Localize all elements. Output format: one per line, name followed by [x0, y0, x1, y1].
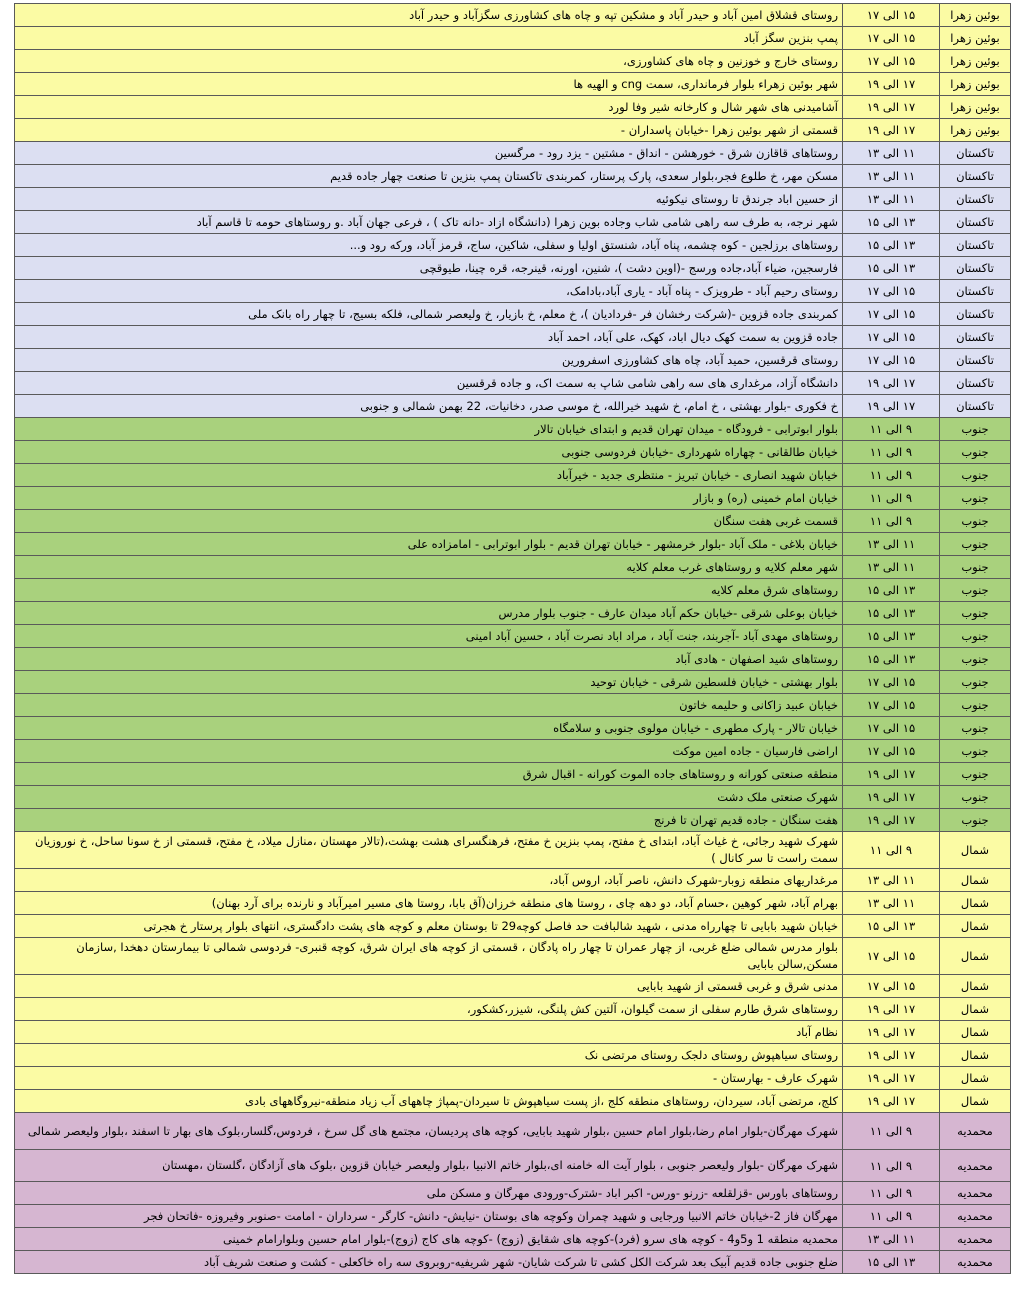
- time-cell: ۱۵ الی ۱۷: [843, 280, 940, 303]
- table-row: [15, 975, 1011, 998]
- region-cell: جنوب: [940, 694, 1011, 717]
- time-cell: ۱۵ الی ۱۷: [843, 4, 940, 27]
- table-row: [15, 349, 1011, 372]
- area-cell: روستاهای مهدی آباد -آجربند، جنت آباد ، مراد اباد نصرت آباد ، حسین آباد امینی: [15, 625, 843, 648]
- table-row: [15, 1228, 1011, 1251]
- time-cell: ۱۷ الی ۱۹: [843, 786, 940, 809]
- region-cell: جنوب: [940, 625, 1011, 648]
- table-row: [15, 938, 1011, 975]
- table-row: [15, 50, 1011, 73]
- time-cell: ۹ الی ۱۱: [843, 1205, 940, 1228]
- time-cell: ۱۵ الی ۱۷: [843, 975, 940, 998]
- table-row: [15, 556, 1011, 579]
- table-row: [15, 809, 1011, 832]
- region-cell: محمدیه: [940, 1113, 1011, 1150]
- region-cell: بوئین زهرا: [940, 96, 1011, 119]
- area-cell: منطقه صنعتی کورانه و روستاهای جاده الموت کورانه - اقبال شرق: [15, 763, 843, 786]
- region-cell: شمال: [940, 832, 1011, 869]
- region-cell: بوئین زهرا: [940, 27, 1011, 50]
- area-cell: شهر نرجه، به طرف سه راهی شامی شاب وجاده بوین زهرا (دانشگاه ازاد -دانه تاک ) ، فرعی جهان آباد .و روستاهای حومه تا قاسم آباد: [15, 211, 843, 234]
- time-cell: ۱۵ الی ۱۷: [843, 694, 940, 717]
- region-cell: جنوب: [940, 648, 1011, 671]
- table-row: [15, 188, 1011, 211]
- region-cell: جنوب: [940, 671, 1011, 694]
- table-row: [15, 648, 1011, 671]
- table-row: [15, 892, 1011, 915]
- time-cell: ۹ الی ۱۱: [843, 510, 940, 533]
- region-cell: تاکستان: [940, 349, 1011, 372]
- time-cell: ۱۳ الی ۱۵: [843, 648, 940, 671]
- table-row: [15, 280, 1011, 303]
- area-cell: فارسجین، ضیاء آباد،جاده ورسج -(اوین دشت )، شنین، اورنه، قینرجه، قره چینا، طیوقچی: [15, 257, 843, 280]
- area-cell: ضلع جنوبی جاده قدیم آبیک بعد شرکت الکل کشی تا شرکت شایان- شهر شریفیه-روبروی سه راه خاکعلی - کشت و صنعت شریف آباد: [15, 1251, 843, 1274]
- outage-schedule-table: [14, 3, 1011, 1274]
- time-cell: ۱۷ الی ۱۹: [843, 1044, 940, 1067]
- region-cell: جنوب: [940, 533, 1011, 556]
- area-cell: مرغداریهای منطقه زوبار-شهرک دانش، ناصر آباد، اروس آباد،: [15, 869, 843, 892]
- area-cell: خ فکوری -بلوار بهشتی ، خ امام، خ شهید خیرالله، خ موسی صدر، دخانیات، 22 بهمن شمالی و جنوبی: [15, 395, 843, 418]
- region-cell: محمدیه: [940, 1251, 1011, 1274]
- area-cell: جاده قزوین به سمت کهک دیال اباد، کهک، علی آباد، احمد آباد: [15, 326, 843, 349]
- area-cell: مسکن مهر، خ طلوع فجر،بلوار سعدی، پارک پرستار، کمربندی تاکستان پمپ بنزین تا صنعت چهار جاده قدیم: [15, 165, 843, 188]
- time-cell: ۱۷ الی ۱۹: [843, 96, 940, 119]
- area-cell: شهرک صنعتی ملک دشت: [15, 786, 843, 809]
- time-cell: ۱۱ الی ۱۳: [843, 142, 940, 165]
- time-cell: ۹ الی ۱۱: [843, 487, 940, 510]
- table-row: [15, 671, 1011, 694]
- table-row: [15, 372, 1011, 395]
- area-cell: شهرک شهید رجائی، خ غیاث آباد، ابتدای خ مفتح، پمپ بنزین خ مفتح، فرهنگسرای هشت بهشت،(تالار مهستان ،منازل میلاد، خ مفتح، قسمتی از خ سونا ساحل، خ نوروزیان سمت راست تا سر کانال ): [15, 832, 843, 869]
- region-cell: تاکستان: [940, 142, 1011, 165]
- time-cell: ۹ الی ۱۱: [843, 1150, 940, 1182]
- time-cell: ۱۳ الی ۱۵: [843, 1251, 940, 1274]
- time-cell: ۱۵ الی ۱۷: [843, 717, 940, 740]
- table-row: [15, 602, 1011, 625]
- region-cell: جنوب: [940, 602, 1011, 625]
- area-cell: بلوار مدرس شمالی ضلع غربی، از چهار عمران تا چهار راه پادگان ، قسمتی از کوچه های ایران شرق، کوچه قنبری- فردوسی شمالی تا بیمارستان دهخدا ,سازمان مسکن,سالن بابایی: [15, 938, 843, 975]
- region-cell: تاکستان: [940, 326, 1011, 349]
- region-cell: جنوب: [940, 464, 1011, 487]
- area-cell: روستاهای قاقازن شرق - خورهشن - انداق - مشتین - یزد رود - مرگسین: [15, 142, 843, 165]
- table-row: [15, 395, 1011, 418]
- time-cell: ۹ الی ۱۱: [843, 832, 940, 869]
- area-cell: روستاهای باورس -قزلقلعه -زرنو -ورس- اکبر اباد -شترک-ورودی مهرگان و مسکن ملی: [15, 1182, 843, 1205]
- area-cell: هفت سنگان - جاده قدیم تهران تا فرنج: [15, 809, 843, 832]
- region-cell: جنوب: [940, 763, 1011, 786]
- area-cell: روستاهای برزلجین - کوه چشمه، پناه آباد، شنستق اولیا و سفلی، شاکین، ساج، قرمز آباد، ورکه رود و...: [15, 234, 843, 257]
- region-cell: شمال: [940, 869, 1011, 892]
- time-cell: ۱۷ الی ۱۹: [843, 119, 940, 142]
- time-cell: ۹ الی ۱۱: [843, 1182, 940, 1205]
- table-row: [15, 998, 1011, 1021]
- table-row: [15, 418, 1011, 441]
- table-row: [15, 165, 1011, 188]
- time-cell: ۹ الی ۱۱: [843, 418, 940, 441]
- region-cell: شمال: [940, 892, 1011, 915]
- region-cell: جنوب: [940, 510, 1011, 533]
- table-row: [15, 326, 1011, 349]
- time-cell: ۱۱ الی ۱۳: [843, 188, 940, 211]
- area-cell: از حسین اباد جرندق تا روستای نیکوئیه: [15, 188, 843, 211]
- area-cell: قسمت غربی هفت سنگان: [15, 510, 843, 533]
- region-cell: جنوب: [940, 556, 1011, 579]
- table-row: [15, 464, 1011, 487]
- region-cell: جنوب: [940, 441, 1011, 464]
- time-cell: ۱۵ الی ۱۷: [843, 50, 940, 73]
- area-cell: شهر معلم کلایه و روستاهای غرب معلم کلایه: [15, 556, 843, 579]
- area-cell: روستای قرقسین، حمید آباد، چاه های کشاورزی اسفرورین: [15, 349, 843, 372]
- table-row: [15, 1182, 1011, 1205]
- time-cell: ۱۱ الی ۱۳: [843, 1228, 940, 1251]
- area-cell: خیابان عبید زاکانی و حلیمه خاتون: [15, 694, 843, 717]
- time-cell: ۱۷ الی ۱۹: [843, 1067, 940, 1090]
- region-cell: شمال: [940, 975, 1011, 998]
- area-cell: خیابان تالار - پارک مطهری - خیابان مولوی جنوبی و سلامگاه: [15, 717, 843, 740]
- area-cell: روستاهای شرق طارم سفلی از سمت گیلوان، آلتین کش پلنگی، شیزر،کشکور،: [15, 998, 843, 1021]
- area-cell: خیابان شهید انصاری - خیابان تبریز - منتظری جدید - خیرآباد: [15, 464, 843, 487]
- region-cell: شمال: [940, 1090, 1011, 1113]
- region-cell: جنوب: [940, 786, 1011, 809]
- area-cell: قسمتی از شهر بوئین زهرا -خیابان پاسداران -: [15, 119, 843, 142]
- region-cell: تاکستان: [940, 303, 1011, 326]
- time-cell: ۹ الی ۱۱: [843, 1113, 940, 1150]
- time-cell: ۱۵ الی ۱۷: [843, 740, 940, 763]
- table-row: [15, 1150, 1011, 1182]
- area-cell: شهر بوئین زهراء بلوار فرمانداری، سمت cng و الهیه ها: [15, 73, 843, 96]
- area-cell: نظام آباد: [15, 1021, 843, 1044]
- time-cell: ۱۵ الی ۱۷: [843, 349, 940, 372]
- table-row: [15, 119, 1011, 142]
- table-row: [15, 533, 1011, 556]
- time-cell: ۱۳ الی ۱۵: [843, 625, 940, 648]
- table-row: [15, 1067, 1011, 1090]
- area-cell: شهرک مهرگان -بلوار ولیعصر جنوبی ، بلوار آیت اله خامنه ای،بلوار خاتم الانبیا ،بلوار ولیعصر خیابان قزوین ،بلوک های آزادگان ،گلستان ،مهستان: [15, 1150, 843, 1182]
- table-row: [15, 73, 1011, 96]
- region-cell: شمال: [940, 938, 1011, 975]
- area-cell: خیابان بلاغی - ملک آباد -بلوار خرمشهر - خیابان تهران قدیم - بلوار ابوترابی - امامزاده علی: [15, 533, 843, 556]
- region-cell: تاکستان: [940, 211, 1011, 234]
- region-cell: محمدیه: [940, 1182, 1011, 1205]
- region-cell: جنوب: [940, 487, 1011, 510]
- time-cell: ۱۷ الی ۱۹: [843, 763, 940, 786]
- table-row: [15, 625, 1011, 648]
- area-cell: پمپ بنزین سگز آباد: [15, 27, 843, 50]
- outage-schedule-sheet: [14, 3, 1011, 1274]
- time-cell: ۱۱ الی ۱۳: [843, 556, 940, 579]
- table-row: [15, 257, 1011, 280]
- time-cell: ۱۵ الی ۱۷: [843, 303, 940, 326]
- time-cell: ۱۷ الی ۱۹: [843, 998, 940, 1021]
- region-cell: جنوب: [940, 418, 1011, 441]
- table-row: [15, 441, 1011, 464]
- time-cell: ۱۳ الی ۱۵: [843, 257, 940, 280]
- table-row: [15, 1021, 1011, 1044]
- area-cell: خیابان امام خمینی (ره) و بازار: [15, 487, 843, 510]
- time-cell: ۱۷ الی ۱۹: [843, 1090, 940, 1113]
- table-row: [15, 96, 1011, 119]
- table-row: [15, 579, 1011, 602]
- region-cell: شمال: [940, 1021, 1011, 1044]
- time-cell: ۱۵ الی ۱۷: [843, 27, 940, 50]
- area-cell: روستای قشلاق امین آباد و حیدر آباد و مشکین تپه و چاه های کشاورزی سگزآباد و حیدر آباد: [15, 4, 843, 27]
- region-cell: جنوب: [940, 740, 1011, 763]
- time-cell: ۱۱ الی ۱۳: [843, 165, 940, 188]
- region-cell: بوئین زهرا: [940, 50, 1011, 73]
- area-cell: دانشگاه آزاد، مرغداری های سه راهی شامی شاپ به سمت اک، و جاده قرقسین: [15, 372, 843, 395]
- area-cell: شهرک مهرگان-بلوار امام رضا،بلوار امام حسین ،بلوار شهید بابایی، کوچه های پردیسان، مجتمع های گل سرخ ، فردوس،گلسار،بلوک های بهار تا اسفند ،بلوار ولیعصر شمالی: [15, 1113, 843, 1150]
- region-cell: تاکستان: [940, 234, 1011, 257]
- table-row: [15, 27, 1011, 50]
- region-cell: محمدیه: [940, 1150, 1011, 1182]
- area-cell: روستای خارج و خوزنین و چاه های کشاورزی،: [15, 50, 843, 73]
- time-cell: ۱۵ الی ۱۷: [843, 326, 940, 349]
- table-row: [15, 1205, 1011, 1228]
- area-cell: خیابان شهید بابایی تا چهارراه مدنی ، شهید شالبافت حد فاصل کوچه29 تا بوستان معلم و کوچه های پشت دادگستری، انتهای بلوار پرستار خ هجرتی: [15, 915, 843, 938]
- region-cell: محمدیه: [940, 1228, 1011, 1251]
- table-row: [15, 786, 1011, 809]
- area-cell: مهرگان فاز 2-خیابان خاتم الانبیا ورجایی و شهید چمران وکوچه های بوستان -نیایش- دانش- کارگر - سرداران - امامت -صنوبر وفیروزه -فاتحان فجر: [15, 1205, 843, 1228]
- table-row: [15, 1113, 1011, 1150]
- time-cell: ۱۱ الی ۱۳: [843, 533, 940, 556]
- region-cell: تاکستان: [940, 372, 1011, 395]
- area-cell: بلوار ابوترابی - فرودگاه - میدان تهران قدیم و ابتدای خیابان تالار: [15, 418, 843, 441]
- table-row: [15, 211, 1011, 234]
- time-cell: ۱۱ الی ۱۳: [843, 869, 940, 892]
- time-cell: ۱۳ الی ۱۵: [843, 579, 940, 602]
- time-cell: ۱۱ الی ۱۳: [843, 892, 940, 915]
- region-cell: محمدیه: [940, 1205, 1011, 1228]
- table-row: [15, 694, 1011, 717]
- table-row: [15, 915, 1011, 938]
- area-cell: روستاهای شرق معلم کلایه: [15, 579, 843, 602]
- region-cell: شمال: [940, 915, 1011, 938]
- table-row: [15, 717, 1011, 740]
- area-cell: کمربندی جاده قزوین -(شرکت رخشان فر -فردادیان )، خ معلم، خ بازیار، خ ولیعصر شمالی، فلکه بسیج، تا چهار راه بانک ملی: [15, 303, 843, 326]
- time-cell: ۱۳ الی ۱۵: [843, 915, 940, 938]
- area-cell: روستاهای شید اصفهان - هادی آباد: [15, 648, 843, 671]
- region-cell: جنوب: [940, 579, 1011, 602]
- area-cell: خیابان بوعلی شرقی -خیابان حکم آباد میدان عارف - جنوب بلوار مدرس: [15, 602, 843, 625]
- table-row: [15, 763, 1011, 786]
- area-cell: آشامیدنی های شهر شال و کارخانه شیر وفا لورد: [15, 96, 843, 119]
- region-cell: تاکستان: [940, 257, 1011, 280]
- time-cell: ۱۷ الی ۱۹: [843, 73, 940, 96]
- time-cell: ۱۳ الی ۱۵: [843, 602, 940, 625]
- region-cell: جنوب: [940, 809, 1011, 832]
- region-cell: تاکستان: [940, 395, 1011, 418]
- table-row: [15, 487, 1011, 510]
- area-cell: روستای رحیم آباد - طرویزک - پناه آباد - یاری آباد،بادامک،: [15, 280, 843, 303]
- time-cell: ۱۳ الی ۱۵: [843, 234, 940, 257]
- region-cell: بوئین زهرا: [940, 73, 1011, 96]
- time-cell: ۱۳ الی ۱۵: [843, 211, 940, 234]
- table-row: [15, 1090, 1011, 1113]
- region-cell: تاکستان: [940, 165, 1011, 188]
- region-cell: شمال: [940, 1044, 1011, 1067]
- time-cell: ۱۷ الی ۱۹: [843, 1021, 940, 1044]
- table-row: [15, 510, 1011, 533]
- area-cell: روستای سیاهپوش روستای دلجک روستای مرتضی نک: [15, 1044, 843, 1067]
- region-cell: جنوب: [940, 717, 1011, 740]
- area-cell: شهرک عارف - بهارستان -: [15, 1067, 843, 1090]
- time-cell: ۱۷ الی ۱۹: [843, 395, 940, 418]
- time-cell: ۱۷ الی ۱۹: [843, 372, 940, 395]
- table-row: [15, 303, 1011, 326]
- table-row: [15, 832, 1011, 869]
- table-row: [15, 234, 1011, 257]
- area-cell: مدنی شرق و غربی قسمتی از شهید بابایی: [15, 975, 843, 998]
- region-cell: بوئین زهرا: [940, 4, 1011, 27]
- area-cell: اراضی فارسیان - جاده امین موکت: [15, 740, 843, 763]
- area-cell: کلج، مرتضی آباد، سیردان، روستاهای منطقه کلج ،از پست سیاهپوش تا سیردان-پمپاژ چاههای آب زیاد منطقه-نیروگاههای بادی: [15, 1090, 843, 1113]
- table-row: [15, 740, 1011, 763]
- table-row: [15, 142, 1011, 165]
- time-cell: ۱۷ الی ۱۹: [843, 809, 940, 832]
- area-cell: محمدیه منطقه 1 و5و4 - کوچه های سرو (فرد)-کوچه های شقایق (زوج) -کوچه های کاج (زوج)-بلوار امام حسین وبلوارامام خمینی: [15, 1228, 843, 1251]
- region-cell: تاکستان: [940, 188, 1011, 211]
- table-row: [15, 869, 1011, 892]
- region-cell: بوئین زهرا: [940, 119, 1011, 142]
- region-cell: شمال: [940, 1067, 1011, 1090]
- region-cell: تاکستان: [940, 280, 1011, 303]
- table-row: [15, 1251, 1011, 1274]
- area-cell: بهرام آباد، شهر کوهین ،حسام آباد، دو دهه چای ، روستا های منطقه خرزان(آق بابا، روستا های مسیر امیرآباد و نارنده برای آرد بهنان): [15, 892, 843, 915]
- region-cell: شمال: [940, 998, 1011, 1021]
- time-cell: ۱۵ الی ۱۷: [843, 938, 940, 975]
- time-cell: ۹ الی ۱۱: [843, 441, 940, 464]
- area-cell: بلوار بهشتی - خیابان فلسطین شرقی - خیابان توحید: [15, 671, 843, 694]
- area-cell: خیابان طالقانی - چهاراه شهرداری -خیابان فردوسی جنوبی: [15, 441, 843, 464]
- time-cell: ۱۵ الی ۱۷: [843, 671, 940, 694]
- table-row: [15, 4, 1011, 27]
- time-cell: ۹ الی ۱۱: [843, 464, 940, 487]
- table-row: [15, 1044, 1011, 1067]
